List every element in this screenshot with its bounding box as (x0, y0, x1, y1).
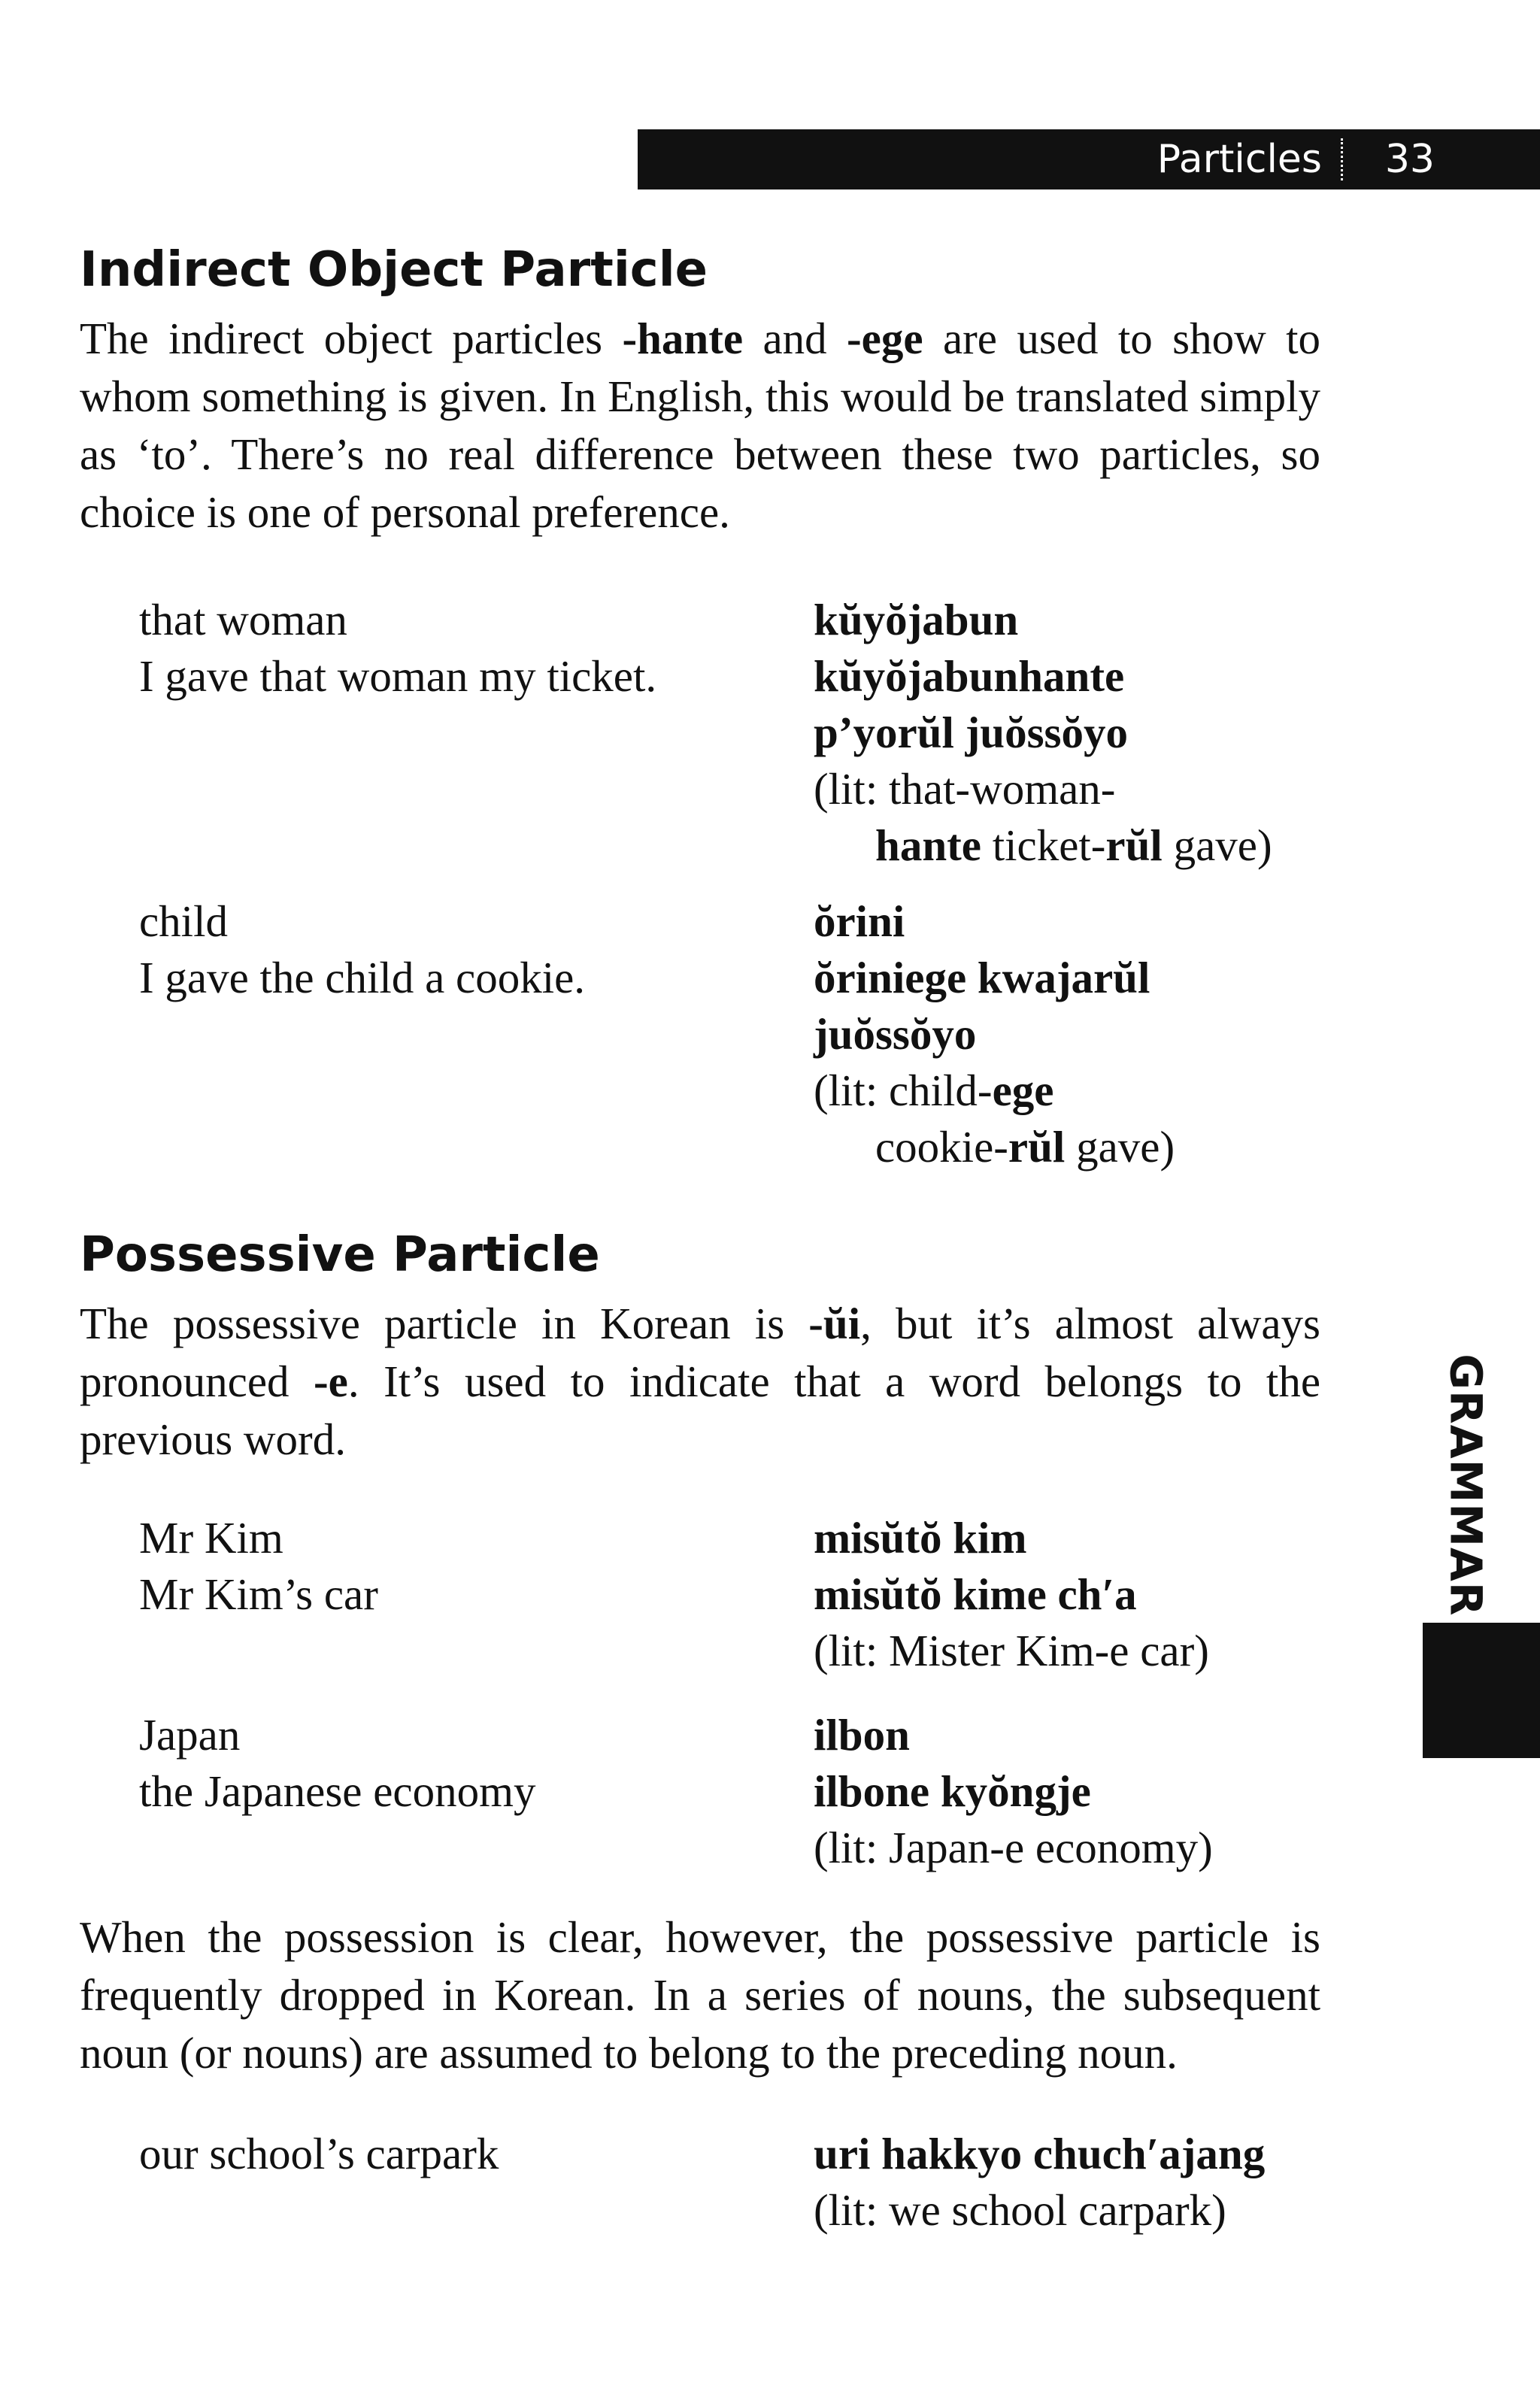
example-english: the Japanese economy (139, 1766, 536, 1816)
literal-translation: (lit: Japan-e economy) (814, 1823, 1213, 1872)
literal-translation: (lit: child-ege (814, 1066, 1054, 1115)
literal-translation: cookie-rŭl gave) (875, 1122, 1175, 1172)
example-english: I gave the child a cookie. (139, 953, 586, 1002)
example-english: Japan (139, 1710, 241, 1760)
example-english: Mr Kim’s car (139, 1569, 378, 1619)
section-tab-marker (1423, 1623, 1540, 1758)
example-english: Mr Kim (139, 1513, 283, 1563)
example-korean: kŭyŏjabunhante p’yorŭl juŏssŏyo (lit: that-woman- hante ticket-rŭl gave) (814, 648, 1272, 874)
literal-translation: (lit: we school carpark) (814, 2185, 1226, 2235)
example-korean: misŭtŏ kim (814, 1513, 1027, 1563)
page-number: 33 (1384, 137, 1435, 182)
example-korean: ŏriniege kwajarŭl juŏssŏyo (lit: child-ege cookie-rŭl gave) (814, 950, 1175, 1175)
example-korean: ilbon (814, 1710, 910, 1760)
literal-translation: (lit: that-woman- (814, 764, 1116, 814)
section-heading-indirect-object: Indirect Object Particle (80, 242, 708, 298)
header-divider (1341, 138, 1343, 180)
example-english: I gave that woman my ticket. (139, 651, 657, 701)
example-english: our school’s carpark (139, 2129, 499, 2178)
section-heading-possessive: Possessive Particle (80, 1227, 600, 1283)
section-tab-label: GRAMMAR (1441, 1354, 1493, 1617)
example-korean: kŭyŏjabun (814, 595, 1019, 644)
example-korean: ŏrini (814, 896, 905, 946)
running-header-section: Particles (1157, 137, 1322, 182)
example-english: child (139, 896, 228, 946)
example-korean: ilbone kyŏngje (lit: Japan-e economy) (814, 1763, 1213, 1876)
paragraph-indirect-object: The indirect object particles -hante and -ege are used to show to whom something is given. In English, this would be translated simply as ‘to’. There’s no real difference between these two particles, so choice is one of personal preference. (80, 314, 1320, 537)
literal-translation: hante ticket-rŭl gave) (875, 820, 1272, 870)
example-korean: uri hakkyo chuch′ajang (lit: we school carpark) (814, 2126, 1265, 2239)
literal-translation: (lit: Mister Kim-e car) (814, 1626, 1209, 1675)
paragraph-possession-dropped: When the possession is clear, however, the possessive particle is frequently dropped in Korean. In a series of nouns, the subsequent noun (or nouns) are assumed to belong to the preceding noun. (80, 1912, 1320, 2078)
paragraph-possessive: The possessive particle in Korean is -ŭi, but it’s almost always pronounced -e. It’s used to indicate that a word belongs to the previous word. (80, 1299, 1321, 1464)
example-korean: misŭtŏ kime ch′a (lit: Mister Kim-e car) (814, 1566, 1209, 1679)
running-header (638, 129, 1540, 189)
example-english: that woman (139, 595, 347, 644)
